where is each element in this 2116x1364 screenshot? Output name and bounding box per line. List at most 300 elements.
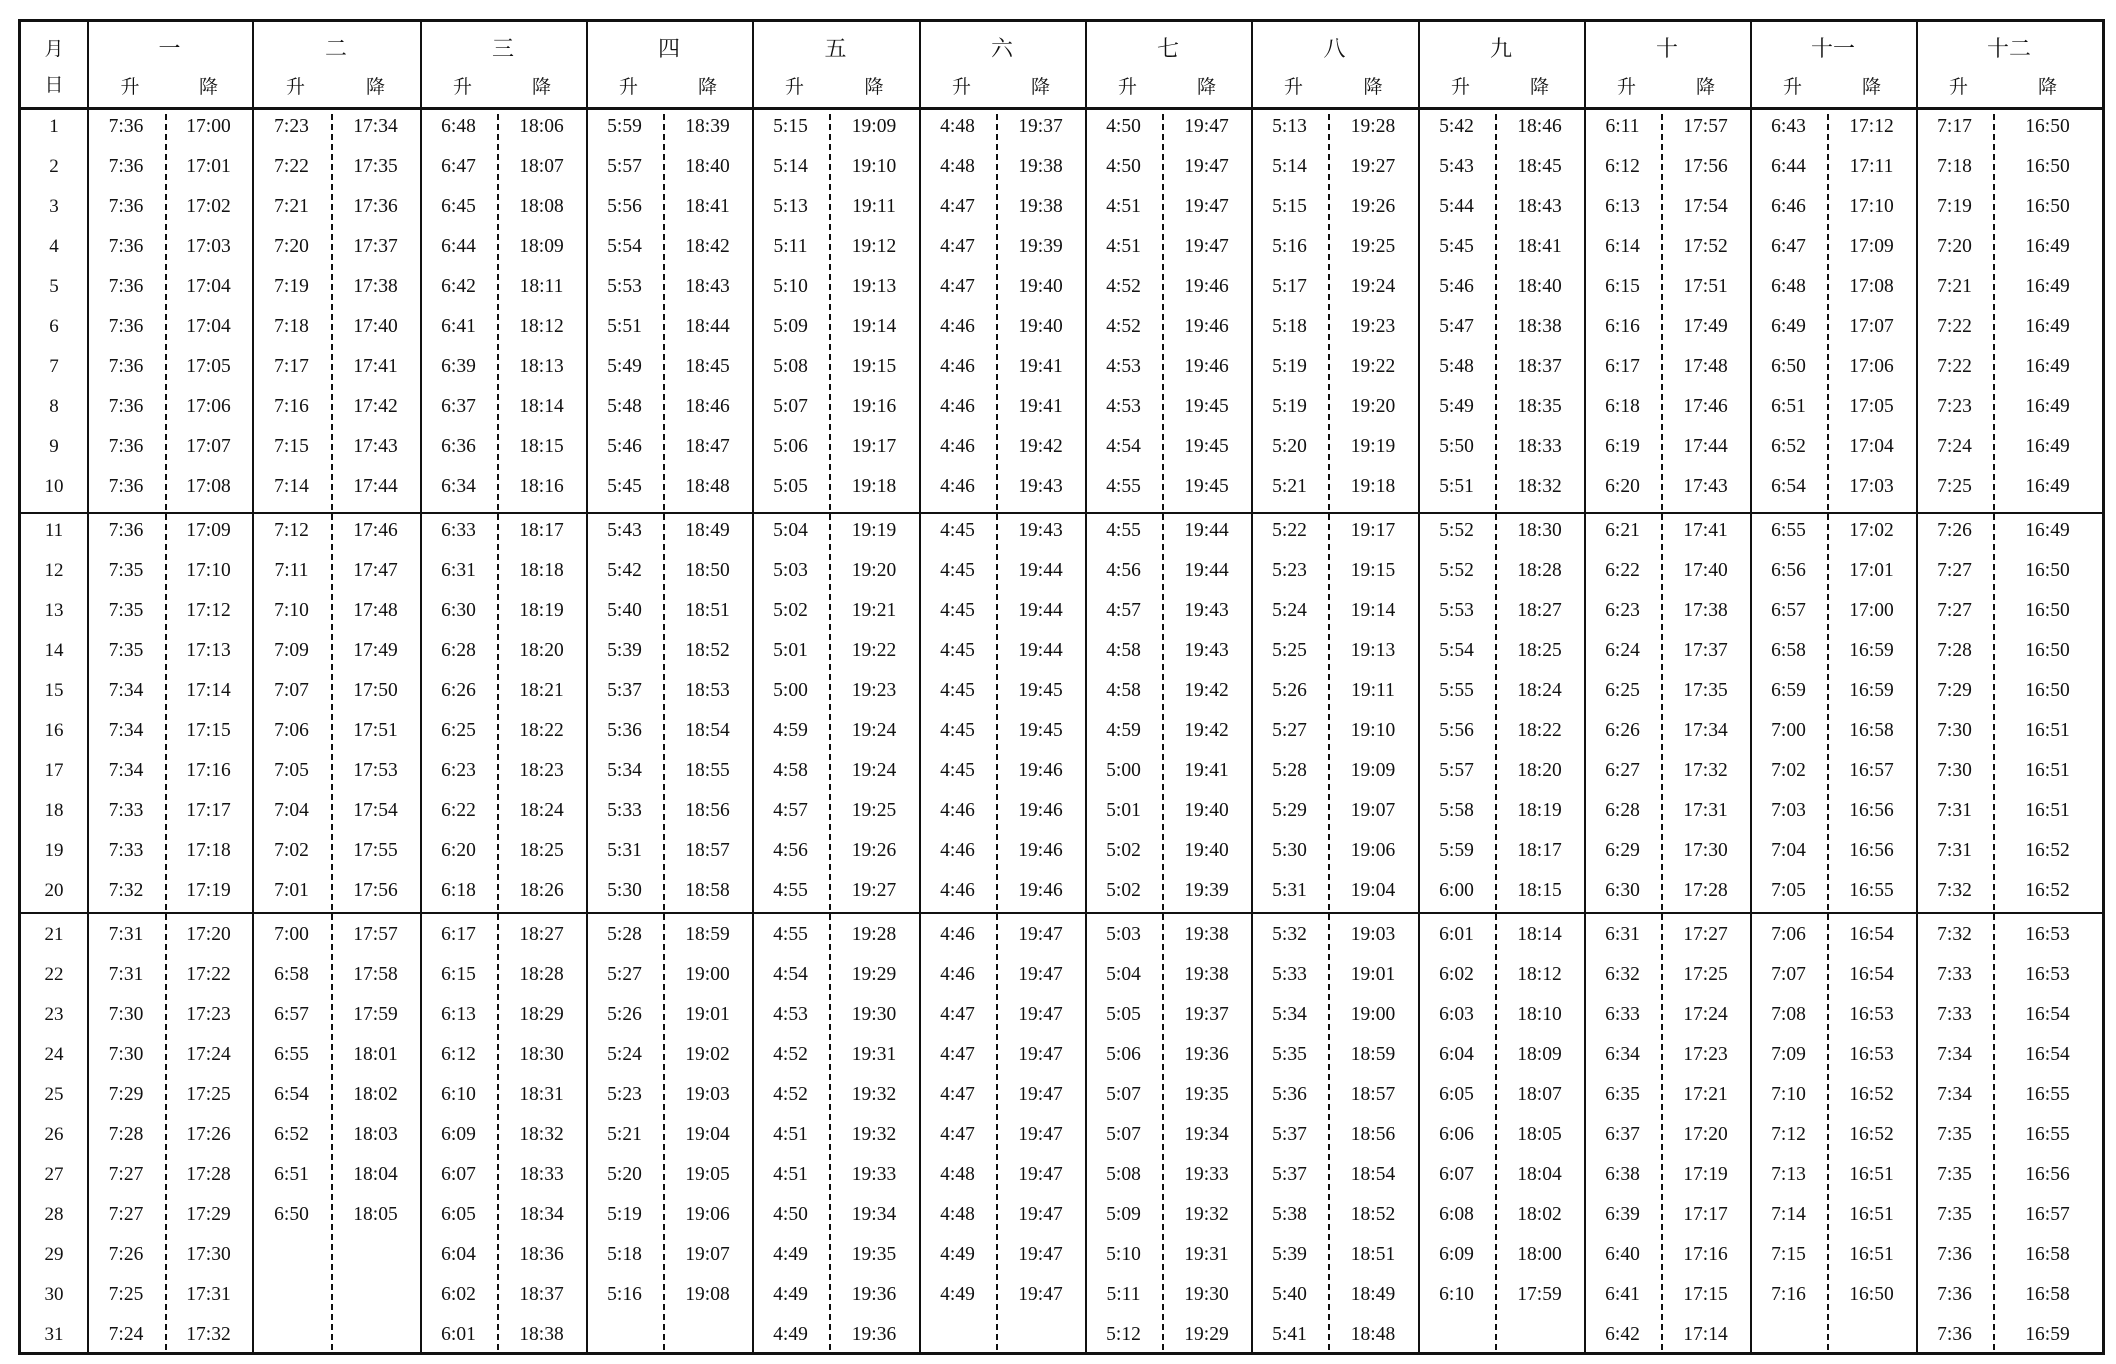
sunrise-time: 4:46 (940, 840, 975, 861)
sunset-time: 17:15 (186, 720, 231, 741)
sunrise-time: 4:52 (773, 1044, 808, 1065)
sunrise-time: 4:49 (940, 1244, 975, 1265)
sunrise-time: 6:41 (1605, 1284, 1640, 1305)
sunrise-time: 6:15 (1605, 276, 1640, 297)
set-header-label: 降 (2037, 76, 2057, 98)
sunset-time: 18:29 (519, 1004, 564, 1025)
month-divider (1916, 22, 1918, 1352)
sunrise-time: 6:57 (1771, 600, 1806, 621)
sunset-time: 16:52 (1849, 1124, 1894, 1145)
sunrise-time: 4:47 (940, 1044, 975, 1065)
rise-header-label: 升 (1782, 76, 1802, 98)
sunset-time: 19:38 (1018, 196, 1063, 217)
sunset-time: 16:49 (2025, 396, 2070, 417)
sunrise-time: 5:32 (1272, 924, 1307, 945)
sunset-time: 17:40 (1683, 560, 1728, 581)
sunset-time: 16:51 (2025, 720, 2070, 741)
sunrise-time: 6:57 (274, 1004, 309, 1025)
sunrise-time: 6:02 (441, 1284, 476, 1305)
month-header-label: 五 (824, 37, 847, 62)
sunset-time: 16:49 (2025, 276, 2070, 297)
sunset-time: 17:01 (186, 156, 231, 177)
sunset-time: 16:53 (2025, 964, 2070, 985)
sunrise-time: 4:58 (773, 760, 808, 781)
sunset-time: 19:27 (851, 880, 897, 901)
sunrise-time: 4:46 (940, 964, 975, 985)
sunset-time: 17:23 (186, 1004, 231, 1025)
sunset-time: 19:06 (1350, 840, 1396, 861)
day-label: 19 (44, 840, 64, 861)
sunrise-time: 5:55 (1439, 680, 1474, 701)
sunrise-time: 6:06 (1439, 1124, 1474, 1145)
sunset-time: 16:54 (1849, 924, 1894, 945)
sunrise-time: 6:31 (1605, 924, 1640, 945)
sunset-time: 19:19 (1350, 436, 1396, 457)
sunrise-time: 4:50 (773, 1204, 808, 1225)
sunrise-time: 6:56 (1771, 560, 1806, 581)
sunrise-time: 5:01 (1106, 800, 1141, 821)
sunrise-time: 4:45 (940, 520, 975, 541)
row-group-divider (21, 912, 2102, 914)
sunset-time: 18:30 (1517, 520, 1562, 541)
rise-header-label: 升 (1616, 76, 1636, 98)
sunrise-time: 6:10 (441, 1084, 476, 1105)
sunrise-time: 5:21 (607, 1124, 642, 1145)
sunrise-time: 4:47 (940, 1004, 975, 1025)
sunrise-time: 7:32 (1937, 924, 1972, 945)
sunrise-time: 7:35 (1937, 1164, 1972, 1185)
sunrise-time: 5:30 (607, 880, 642, 901)
sunset-time: 18:56 (1350, 1124, 1396, 1145)
rise-set-divider (996, 114, 998, 1350)
sunset-time: 17:07 (186, 436, 231, 457)
sunset-time: 19:40 (1018, 316, 1063, 337)
sunrise-time: 7:25 (108, 1284, 144, 1305)
sunset-time: 16:57 (2025, 1204, 2070, 1225)
rise-set-divider (1328, 114, 1330, 1350)
sunset-time: 16:50 (2025, 680, 2070, 701)
sunset-time: 19:05 (685, 1164, 730, 1185)
sunrise-time: 6:15 (441, 964, 476, 985)
sunset-time: 17:31 (1683, 800, 1728, 821)
sunset-time: 18:20 (1517, 760, 1562, 781)
sunset-time: 17:48 (1683, 356, 1728, 377)
sunrise-time: 5:45 (607, 476, 642, 497)
rise-header-label: 升 (285, 76, 305, 98)
sunrise-time: 4:51 (773, 1124, 808, 1145)
sunset-time: 17:07 (1849, 316, 1894, 337)
sunset-time: 17:14 (186, 680, 231, 701)
sunrise-time: 7:22 (274, 156, 309, 177)
sunset-time: 18:52 (1350, 1204, 1396, 1225)
set-header-label: 降 (1030, 76, 1050, 98)
sunset-time: 18:59 (685, 924, 730, 945)
sunset-time: 18:05 (353, 1204, 398, 1225)
sunset-time: 18:37 (1517, 356, 1562, 377)
sunset-time: 18:49 (1350, 1284, 1396, 1305)
sunrise-time: 6:26 (1605, 720, 1640, 741)
day-label: 18 (44, 800, 64, 821)
sunset-time: 17:51 (353, 720, 398, 741)
sunset-time: 19:45 (1184, 396, 1229, 417)
sunrise-time: 5:43 (607, 520, 642, 541)
sunrise-time: 7:00 (1771, 720, 1806, 741)
sunrise-time: 6:24 (1605, 640, 1640, 661)
sunset-time: 19:44 (1018, 640, 1063, 661)
sunset-time: 18:26 (519, 880, 564, 901)
sunset-time: 17:14 (1683, 1324, 1728, 1345)
sunset-time: 17:17 (1683, 1204, 1728, 1225)
sunrise-time: 5:16 (1272, 236, 1307, 257)
sunrise-time: 6:51 (274, 1164, 309, 1185)
month-header-label: 十一 (1810, 37, 1855, 62)
sunset-time: 17:40 (353, 316, 398, 337)
sunrise-time: 5:46 (1439, 276, 1474, 297)
sunset-time: 19:15 (1350, 560, 1396, 581)
sunset-time: 17:57 (1683, 116, 1728, 137)
sunrise-time: 7:18 (274, 316, 309, 337)
sunrise-time: 7:06 (274, 720, 309, 741)
sunset-time: 17:49 (353, 640, 398, 661)
sunrise-time: 5:56 (607, 196, 642, 217)
sunset-time: 19:15 (851, 356, 897, 377)
sunset-time: 18:09 (519, 236, 564, 257)
sunset-time: 19:35 (851, 1244, 897, 1265)
sunset-time: 19:46 (1018, 800, 1063, 821)
sunset-time: 19:45 (1018, 720, 1063, 741)
sunset-time: 18:34 (519, 1204, 564, 1225)
rise-header-label: 升 (120, 76, 140, 98)
sunrise-time: 7:27 (108, 1164, 144, 1185)
sunset-time: 19:41 (1018, 396, 1063, 417)
sunset-time: 19:39 (1018, 236, 1063, 257)
sunrise-time: 7:33 (108, 840, 144, 861)
sunrise-time: 4:55 (773, 924, 808, 945)
sunset-time: 18:19 (519, 600, 564, 621)
sunset-time: 19:21 (851, 600, 897, 621)
sunrise-time: 5:03 (773, 560, 808, 581)
sunrise-time: 7:28 (108, 1124, 144, 1145)
sunrise-time: 5:15 (1272, 196, 1307, 217)
sunrise-time: 4:57 (773, 800, 808, 821)
sunset-time: 18:12 (519, 316, 564, 337)
sunset-time: 16:53 (2025, 924, 2070, 945)
sunset-time: 16:53 (1849, 1044, 1894, 1065)
sunset-time: 17:10 (1849, 196, 1894, 217)
sunrise-time: 7:13 (1771, 1164, 1806, 1185)
sunrise-time: 6:09 (1439, 1244, 1474, 1265)
sunrise-time: 5:57 (1439, 760, 1474, 781)
day-label: 21 (44, 924, 64, 945)
sunset-time: 19:09 (1350, 760, 1396, 781)
sunrise-time: 7:36 (1937, 1324, 1972, 1345)
sunrise-time: 6:13 (1605, 196, 1640, 217)
sunset-time: 17:46 (1683, 396, 1728, 417)
month-header-label: 二 (324, 37, 347, 62)
sunset-time: 17:16 (1683, 1244, 1728, 1265)
sunset-time: 19:26 (1350, 196, 1396, 217)
sunset-time: 16:52 (2025, 840, 2070, 861)
sunrise-time: 6:29 (1605, 840, 1640, 861)
sunrise-time: 4:52 (1106, 316, 1141, 337)
sunset-time: 19:47 (1018, 924, 1063, 945)
sunrise-time: 6:44 (1771, 156, 1806, 177)
sunset-time: 16:49 (2025, 436, 2070, 457)
sunrise-time: 6:07 (441, 1164, 476, 1185)
sunrise-time: 5:34 (1272, 1004, 1307, 1025)
sunrise-time: 7:30 (108, 1004, 144, 1025)
rise-set-divider (1162, 114, 1164, 1350)
sunset-time: 19:43 (1184, 640, 1229, 661)
sunrise-time: 6:34 (441, 476, 476, 497)
sunrise-time: 5:36 (1272, 1084, 1307, 1105)
sunrise-time: 6:48 (1771, 276, 1806, 297)
day-label: 2 (49, 156, 59, 177)
sunrise-time: 5:26 (607, 1004, 642, 1025)
sunset-time: 17:54 (353, 800, 398, 821)
sunset-time: 18:47 (685, 436, 730, 457)
sunset-time: 18:02 (1517, 1204, 1562, 1225)
sunrise-time: 7:36 (108, 276, 144, 297)
day-label: 16 (44, 720, 64, 741)
sunset-time: 18:21 (519, 680, 564, 701)
sunset-time: 19:18 (851, 476, 897, 497)
sunset-time: 18:55 (685, 760, 730, 781)
sunrise-time: 6:25 (1605, 680, 1640, 701)
sunrise-time: 7:34 (1937, 1084, 1972, 1105)
sunrise-time: 5:26 (1272, 680, 1307, 701)
sunrise-time: 6:09 (441, 1124, 476, 1145)
sunrise-time: 7:02 (1771, 760, 1806, 781)
sunrise-time: 7:30 (1937, 720, 1972, 741)
sunset-time: 18:54 (685, 720, 730, 741)
set-header-label: 降 (1196, 76, 1216, 98)
set-header-label: 降 (697, 76, 717, 98)
sunset-time: 16:50 (1849, 1284, 1894, 1305)
sunrise-time: 6:00 (1439, 880, 1474, 901)
sunset-time: 18:37 (519, 1284, 564, 1305)
sunrise-time: 5:11 (773, 236, 808, 257)
sunset-time: 19:33 (851, 1164, 897, 1185)
sunset-time: 19:34 (851, 1204, 897, 1225)
day-label: 28 (44, 1204, 64, 1225)
sunset-time: 18:40 (1517, 276, 1562, 297)
sunset-time: 17:43 (1683, 476, 1728, 497)
sunset-time: 18:49 (685, 520, 730, 541)
sunset-time: 19:13 (1350, 640, 1396, 661)
sunrise-time: 7:14 (274, 476, 309, 497)
sunrise-time: 7:06 (1771, 924, 1806, 945)
sunset-time: 18:33 (1517, 436, 1562, 457)
day-label: 22 (44, 964, 64, 985)
sunset-time: 18:35 (1517, 396, 1562, 417)
sunset-time: 19:24 (851, 760, 897, 781)
sunrise-time: 5:42 (1439, 116, 1474, 137)
sunrise-time: 5:17 (1272, 276, 1307, 297)
sunset-time: 18:31 (519, 1084, 564, 1105)
sunrise-time: 6:28 (441, 640, 476, 661)
sunrise-time: 5:28 (1272, 760, 1307, 781)
sunrise-time: 4:56 (1106, 560, 1141, 581)
sunrise-time: 5:36 (607, 720, 642, 741)
sunrise-time: 4:46 (940, 800, 975, 821)
set-header-label: 降 (1529, 76, 1549, 98)
sunset-time: 19:17 (851, 436, 897, 457)
sunrise-time: 4:46 (940, 396, 975, 417)
sunrise-time: 6:30 (1605, 880, 1640, 901)
sunrise-time: 6:20 (441, 840, 476, 861)
sunset-time: 16:58 (2025, 1284, 2070, 1305)
month-divider (1750, 22, 1752, 1352)
sunset-time: 19:28 (851, 924, 897, 945)
rise-header-label: 升 (784, 76, 804, 98)
sunset-time: 18:30 (519, 1044, 564, 1065)
sunset-time: 16:49 (2025, 356, 2070, 377)
sunrise-time: 7:22 (1937, 316, 1972, 337)
sunset-time: 19:31 (851, 1044, 897, 1065)
rise-set-divider (829, 114, 831, 1350)
sunrise-time: 7:19 (274, 276, 309, 297)
sunrise-time: 6:05 (441, 1204, 476, 1225)
set-header-label: 降 (198, 76, 218, 98)
sunset-time: 19:24 (851, 720, 897, 741)
sunset-time: 17:12 (186, 600, 231, 621)
sunrise-time: 7:05 (1771, 880, 1806, 901)
sunrise-time: 6:54 (274, 1084, 309, 1105)
sunrise-time: 7:29 (108, 1084, 144, 1105)
sunset-time: 19:16 (851, 396, 897, 417)
sunset-time: 19:46 (1018, 760, 1063, 781)
sunset-time: 16:50 (2025, 640, 2070, 661)
sunrise-time: 5:49 (1439, 396, 1474, 417)
sunrise-time: 7:21 (274, 196, 309, 217)
sunrise-time: 7:28 (1937, 640, 1972, 661)
sunrise-time: 7:36 (108, 236, 144, 257)
day-label: 11 (44, 520, 64, 541)
sunrise-time: 5:48 (607, 396, 642, 417)
sunset-time: 16:50 (2025, 196, 2070, 217)
sunrise-time: 7:11 (274, 560, 309, 581)
sunrise-time: 4:46 (940, 316, 975, 337)
sunset-time: 17:30 (1683, 840, 1728, 861)
sunset-time: 17:05 (186, 356, 231, 377)
rise-header-label: 升 (1948, 76, 1968, 98)
sunrise-time: 5:24 (1272, 600, 1307, 621)
sunset-time: 18:39 (685, 116, 730, 137)
sunrise-time: 4:53 (1106, 396, 1141, 417)
sunset-time: 17:52 (1683, 236, 1728, 257)
sunset-time: 19:20 (851, 560, 897, 581)
sunset-time: 17:51 (1683, 276, 1728, 297)
sunrise-time: 4:51 (1106, 236, 1141, 257)
sunset-time: 19:31 (1184, 1244, 1229, 1265)
sunset-time: 17:19 (1683, 1164, 1728, 1185)
sunrise-time: 6:55 (1771, 520, 1806, 541)
sunset-time: 17:53 (353, 760, 398, 781)
sunrise-time: 7:03 (1771, 800, 1806, 821)
sunrise-time: 5:21 (1272, 476, 1307, 497)
sunrise-time: 7:35 (1937, 1204, 1972, 1225)
sunset-time: 17:13 (186, 640, 231, 661)
sunset-time: 18:23 (519, 760, 564, 781)
sunset-time: 19:23 (1350, 316, 1396, 337)
sunset-time: 18:06 (519, 116, 564, 137)
sunset-time: 19:47 (1018, 1164, 1063, 1185)
sunset-time: 19:09 (851, 116, 897, 137)
sunrise-time: 5:42 (607, 560, 642, 581)
sunrise-time: 6:37 (441, 396, 476, 417)
sunset-time: 18:44 (685, 316, 730, 337)
sunset-time: 19:44 (1184, 560, 1229, 581)
sunrise-time: 4:46 (940, 476, 975, 497)
sunset-time: 16:59 (2025, 1324, 2070, 1345)
sunrise-time: 7:22 (1937, 356, 1972, 377)
sunset-time: 17:06 (186, 396, 231, 417)
sunset-time: 18:57 (1350, 1084, 1396, 1105)
sunset-time: 17:25 (186, 1084, 231, 1105)
sunrise-time: 6:18 (441, 880, 476, 901)
sunrise-time: 4:59 (1106, 720, 1141, 741)
sunrise-time: 7:19 (1937, 196, 1972, 217)
set-header-label: 降 (1695, 76, 1715, 98)
sunset-time: 18:50 (685, 560, 730, 581)
sunrise-time: 7:07 (274, 680, 309, 701)
sunset-time: 19:37 (1184, 1004, 1229, 1025)
sunrise-time: 6:51 (1771, 396, 1806, 417)
month-header-label: 七 (1156, 37, 1179, 62)
sunset-time: 17:02 (1849, 520, 1894, 541)
sunrise-time: 7:08 (1771, 1004, 1806, 1025)
sunrise-time: 7:36 (108, 476, 144, 497)
sunset-time: 18:07 (519, 156, 564, 177)
sunrise-time: 5:34 (607, 760, 642, 781)
sunset-time: 19:47 (1018, 1124, 1063, 1145)
sunrise-time: 5:44 (1439, 196, 1474, 217)
day-label: 8 (49, 396, 59, 417)
rise-header-label: 升 (1450, 76, 1470, 98)
month-header-label: 四 (657, 37, 680, 62)
sunset-time: 19:41 (1018, 356, 1063, 377)
sunrise-time: 6:43 (1771, 116, 1806, 137)
sunrise-time: 5:00 (1106, 760, 1141, 781)
sunrise-time: 7:32 (108, 880, 144, 901)
sunrise-time: 4:46 (940, 436, 975, 457)
sunrise-time: 4:56 (773, 840, 808, 861)
sunset-time: 19:26 (851, 840, 897, 861)
sunset-time: 19:30 (1184, 1284, 1229, 1305)
sunset-time: 18:03 (353, 1124, 398, 1145)
sunset-time: 19:14 (851, 316, 897, 337)
sunset-time: 17:32 (186, 1324, 231, 1345)
sunset-time: 16:54 (1849, 964, 1894, 985)
sunrise-time: 7:07 (1771, 964, 1806, 985)
sunrise-time: 6:02 (1439, 964, 1474, 985)
sunrise-time: 5:16 (607, 1284, 642, 1305)
sunrise-time: 7:25 (1937, 476, 1972, 497)
sunrise-time: 5:20 (1272, 436, 1307, 457)
sunrise-time: 6:32 (1605, 964, 1640, 985)
sunset-time: 19:29 (1184, 1324, 1229, 1345)
sunrise-time: 4:45 (940, 560, 975, 581)
sunset-time: 17:37 (1683, 640, 1728, 661)
sunset-time: 18:17 (1517, 840, 1562, 861)
day-label: 9 (49, 436, 59, 457)
rise-header-label: 升 (951, 76, 971, 98)
sunrise-time: 7:26 (1937, 520, 1972, 541)
day-label: 4 (49, 236, 59, 257)
sunrise-time: 4:55 (773, 880, 808, 901)
sunset-time: 17:09 (186, 520, 231, 541)
